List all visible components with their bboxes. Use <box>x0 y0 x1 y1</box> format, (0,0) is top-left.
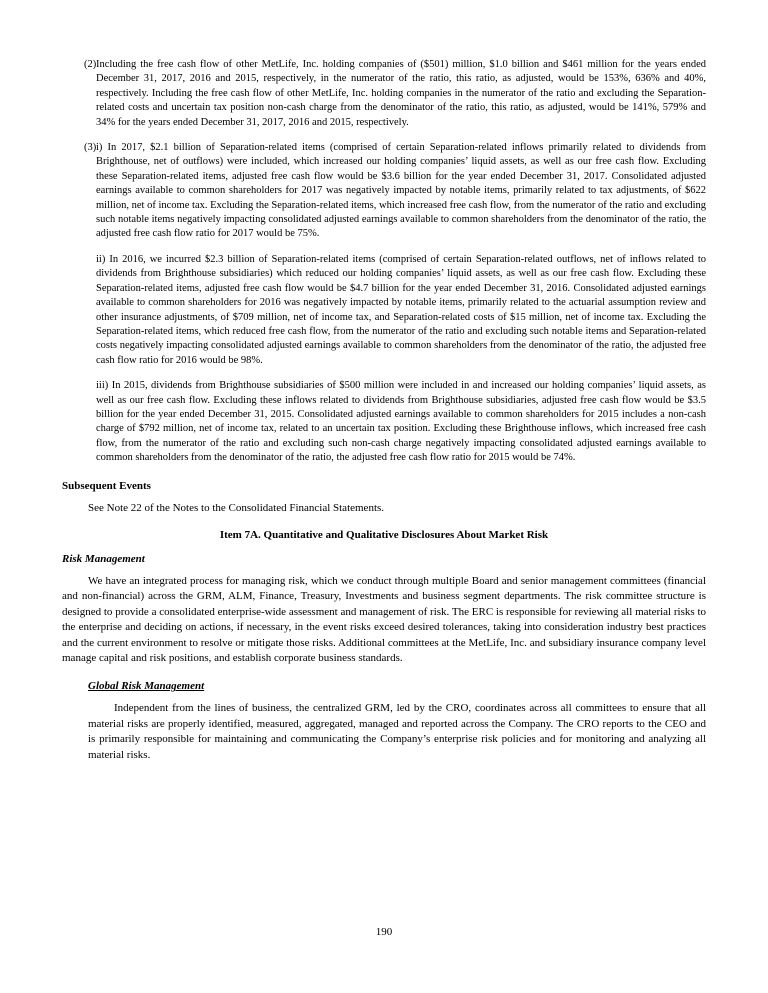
footnote-marker: (3) <box>84 142 97 154</box>
global-risk-management-heading: Global Risk Management <box>88 680 205 693</box>
item-7a-heading: Item 7A. Quantitative and Qualitative Disclosures About Market Risk <box>219 528 549 541</box>
global-risk-management-paragraph: Independent from the lines of business, the centralized GRM, led by the CRO, coordinates across all committees to ensure that all material risks are properly identified, measured, aggregated, managed and reported across the Company. The CRO reports to the CEO and is primarily responsible for maintaining and communicating the Company’s enterprise risk policies and for monitoring and analyzing all material risks. <box>88 702 706 761</box>
footnote-paragraph-iii: iii) In 2015, dividends from Brighthouse subsidiaries of $500 million were included in and increased our holding companies’ liquid assets, as well as our free cash flow. Excluding these inflows related to dividends from Brighthouse subsidiaries, adjusted free cash flow would be $3.5 billion for the year ended December 31, 2015. Consolidated adjusted earnings available to common shareholders for 2015 includes a non-cash charge of $792 million, net of income tax, related to an uncertain tax position. Excluding these Brighthouse inflows, which increased free cash flow, from the numerator of the ratio and excluding such non-cash charge negatively impacting consolidated adjusted earnings available to common shareholders from the denominator of the ratio, the adjusted free cash flow ratio for 2015 would be 74%. <box>96 380 706 464</box>
page-number: 190 <box>375 926 393 938</box>
footnote-2 <box>62 58 706 130</box>
risk-management-paragraph: We have an integrated process for managing risk, which we conduct through multiple Board and senior management committees (financial and non-financial) across the GRM, ALM, Finance, Treasury, Investments and business segment departments. The risk committee structure is designed to provide a consolidated enterprise-wide assessment and management of risk. The ERC is responsible for reviewing all material risks to the enterprise and deciding on actions, if necessary, in the event risks exceed desired tolerances, taking into consideration industry best practices and the current environment to resolve or mitigate those risks. Additional committees at the MetLife, Inc. and subsidiary insurance company level manage capital and risk positions, and establish corporate business standards. <box>62 574 706 664</box>
footnote-paragraph: Including the free cash flow of other MetLife, Inc. holding companies of ($501) million, $1.0 billion and $461 million for the years ended December 31, 2017, 2016 and 2015, respectively, in the numerator of the ratio, this ratio, as adjusted, would be 153%, 636% and 40%, respectively. Including the free cash flow of other MetLife, Inc. holding companies in the numerator of the ratio and excluding the Separation-related costs and uncertain tax position non-cash charge from the denominator of the ratio, this ratio, as adjusted, would be 141%, 579% and 34% for the years ended December 31, 2017, 2016 and 2015, respectively. <box>96 59 706 128</box>
footnote-body <box>96 58 706 130</box>
footnote-paragraph-ii: ii) In 2016, we incurred $2.3 billion of Separation-related items (comprised of certain Separation-related outflows, net of inflows related to dividends from Brighthouse subsidiaries) which reduced our holding companies’ liquid assets, as well as our free cash flow. Excluding these Separation-related items, adjusted free cash flow would be $4.7 billion for the year ended December 31, 2016. Consolidated adjusted earnings available to common shareholders for 2016 was negatively impacted by notable items, primarily related to the actuarial assumption review and other insurance adjustments, of $709 million, net of income tax, and Separation-related costs of $15 million, net of income tax. Excluding the Separation-related items, which reduced free cash flow, from the numerator of the ratio and excluding such notable items and Separation-related costs negatively impacting consolidated adjusted earnings available to common shareholders from the denominator of the ratio, the adjusted free cash flow ratio for 2016 would be 98%. <box>96 253 706 366</box>
risk-management-heading: Risk Management <box>62 552 145 565</box>
footnote-body <box>96 141 706 466</box>
subsequent-events-heading: Subsequent Events <box>62 479 151 492</box>
subsequent-events-text: See Note 22 of the Notes to the Consolidated Financial Statements. <box>88 501 385 514</box>
footnote-paragraph-i: i) In 2017, $2.1 billion of Separation-related items (comprised of certain Separation-related inflows primarily related to dividends from Brighthouse, net of outflows) were included, which increased our holding companies’ liquid assets, as well as our free cash flow. Excluding these Separation-related items, adjusted free cash flow would be $3.6 billion for the year ended December 31, 2017. Consolidated adjusted earnings available to common shareholders for 2017 was negatively impacted by notable items, primarily related to tax adjustments, of $622 million, net of income tax. Excluding the Separation-related items, which increased free cash flow, from the numerator of the ratio and excluding such notable items negatively impacting consolidated adjusted earnings available to common shareholders from the denominator of the ratio, the adjusted free cash flow ratio for 2017 would be 75%. <box>96 142 706 240</box>
footnote-3 <box>62 141 706 466</box>
footnote-marker: (2) <box>84 59 97 70</box>
